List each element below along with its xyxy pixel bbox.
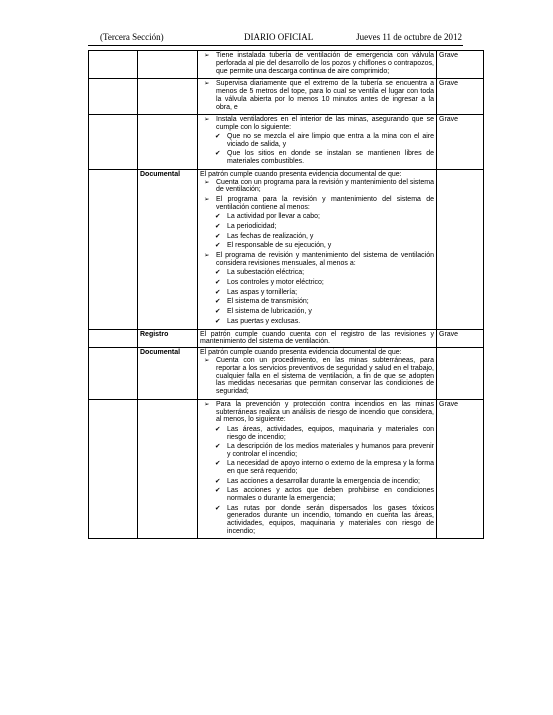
evidence-type <box>138 399 198 539</box>
arrow-bullet-icon: ➢ <box>204 195 210 203</box>
bullet-item <box>200 80 434 111</box>
criteria-text: El patrón cumple cuando presenta evidencia documental de que: <box>200 170 402 178</box>
bullet-item <box>200 179 434 195</box>
item-text: Las acciones a desarrollar durante la emergencia de incendio; <box>227 477 421 485</box>
empty-cell <box>89 114 138 169</box>
table-row <box>89 79 484 115</box>
item-text: Supervisa diariamente que el extremo de la tubería se encuentra a menos de 5 metros del tope, para lo cual se ventila el lugar con toda la válvula abierta por lo menos 10 minutos antes de ingresar a la obra, e <box>216 80 434 111</box>
item-text: Cuenta con un programa para la revisión y mantenimiento del sistema de ventilación; <box>216 178 434 194</box>
evidence-type: Documental <box>138 348 198 400</box>
evidence-type: Registro <box>138 329 198 348</box>
item-text: Las rutas por donde serán dispersados los gases tóxicos generados durante un incendio, tomando en cuenta las áreas, actividades, equipos, maquinaria y materiales con riesgo de incendio; <box>227 504 434 535</box>
table-row <box>89 114 484 169</box>
check-item <box>200 233 434 241</box>
evidence-type: Documental <box>138 169 198 329</box>
item-text: Instala ventiladores en el interior de las minas, asegurando que se cumple con lo siguiente: <box>216 115 434 131</box>
item-text: Las áreas, actividades, equipos, maquinaria y materiales con riesgo de incendio; <box>227 425 434 441</box>
bullet-item <box>200 401 434 424</box>
item-text: El sistema de lubricación, y <box>227 308 312 316</box>
check-item <box>200 242 434 250</box>
check-bullet-icon: ✔ <box>215 278 221 286</box>
bullet-item <box>200 196 434 212</box>
severity-cell: Grave <box>437 399 484 539</box>
check-bullet-icon: ✔ <box>215 317 221 325</box>
page-header <box>100 32 462 44</box>
empty-cell <box>89 169 138 329</box>
check-item <box>200 318 434 326</box>
item-text: Que no se mezcla el aire limpio que entra a la mina con el aire viciado de salida, y <box>227 133 434 149</box>
item-text: Tiene instalada tubería de ventilación de emergencia con válvula perforada al pie del desarrollo de los pozos y chiflones o contrapozos, que permite una descarga continua de aire comprimido; <box>216 52 434 75</box>
check-bullet-icon: ✔ <box>215 443 221 451</box>
criteria-cell <box>198 399 437 539</box>
empty-cell <box>89 329 138 348</box>
item-text: Cuenta con un procedimiento, en las minas subterráneas, para reportar a los servicios preventivos de seguridad y salud en el trabajo, cualquier falla en el sistema de ventilación, a fin de que se adopten las medidas necesarias que permitan conservar las condiciones de seguridad; <box>216 356 434 396</box>
check-item <box>200 487 434 503</box>
check-bullet-icon: ✔ <box>215 242 221 250</box>
check-item <box>200 298 434 306</box>
arrow-bullet-icon: ➢ <box>204 356 210 364</box>
criteria-text: El patrón cumple cuando presenta evidencia documental de que: <box>200 349 402 357</box>
check-item <box>200 308 434 316</box>
check-item <box>200 443 434 459</box>
check-item <box>200 426 434 442</box>
arrow-bullet-icon: ➢ <box>204 400 210 408</box>
empty-cell <box>89 51 138 79</box>
item-text: La subestación eléctrica; <box>227 269 305 277</box>
evidence-type <box>138 79 198 115</box>
evidence-type <box>138 51 198 79</box>
criteria-cell <box>198 114 437 169</box>
section-label: (Tercera Sección) <box>100 32 164 42</box>
severity-cell: Grave <box>437 79 484 115</box>
check-item <box>200 279 434 287</box>
item-text: Que los sitios en donde se instalan se mantienen libres de materiales combustibles. <box>227 150 434 166</box>
table-row <box>89 399 484 539</box>
check-item <box>200 289 434 297</box>
criteria-cell <box>198 329 437 348</box>
arrow-bullet-icon: ➢ <box>204 115 210 123</box>
item-text: El programa para la revisión y mantenimiento del sistema de ventilación contiene al menos: <box>216 195 434 211</box>
check-item <box>200 150 434 166</box>
item-text: La necesidad de apoyo interno o externo de la empresa y la forma en que será requerido; <box>227 460 434 476</box>
item-text: La descripción de los medios materiales y humanos para prevenir y controlar el incendio; <box>227 443 434 458</box>
check-bullet-icon: ✔ <box>215 222 221 230</box>
arrow-bullet-icon: ➢ <box>204 52 210 59</box>
arrow-bullet-icon: ➢ <box>204 251 210 259</box>
table-row <box>89 329 484 348</box>
empty-cell <box>89 348 138 400</box>
severity-cell: Grave <box>437 51 484 79</box>
item-text: La actividad por llevar a cabo; <box>227 213 320 221</box>
header-rule <box>88 45 463 46</box>
item-text: Los controles y motor eléctrico; <box>227 278 324 286</box>
severity-cell <box>437 169 484 329</box>
check-bullet-icon: ✔ <box>215 308 221 316</box>
check-bullet-icon: ✔ <box>215 232 221 240</box>
check-item <box>200 133 434 149</box>
requirements-table <box>88 50 484 539</box>
check-bullet-icon: ✔ <box>215 288 221 296</box>
check-bullet-icon: ✔ <box>215 150 221 158</box>
criteria-cell <box>198 169 437 329</box>
table-row <box>89 51 484 79</box>
criteria-cell <box>198 79 437 115</box>
item-text: El sistema de transmisión; <box>227 298 309 306</box>
check-item <box>200 478 434 486</box>
item-text: Las fechas de realización, y <box>227 232 314 240</box>
table-row <box>89 348 484 400</box>
check-bullet-icon: ✔ <box>215 487 221 495</box>
check-item <box>200 223 434 231</box>
bullet-item <box>200 52 434 75</box>
item-text: Para la prevención y protección contra incendios en las minas subterráneas realiza un análisis de riesgo de incendio que considera, al menos, lo siguiente: <box>216 400 434 424</box>
check-bullet-icon: ✔ <box>215 213 221 221</box>
arrow-bullet-icon: ➢ <box>204 178 210 186</box>
criteria-cell <box>198 348 437 400</box>
check-item <box>200 505 434 536</box>
check-bullet-icon: ✔ <box>215 504 221 512</box>
publication-title: DIARIO OFICIAL <box>244 32 314 42</box>
publication-date: Jueves 11 de octubre de 2012 <box>356 32 462 42</box>
empty-cell <box>89 399 138 539</box>
severity-cell: Grave <box>437 329 484 348</box>
evidence-type <box>138 114 198 169</box>
check-item <box>200 213 434 221</box>
criteria-text: El patrón cumple cuando cuenta con el registro de las revisiones y mantenimiento del sistema de ventilación. <box>200 330 434 346</box>
bullet-item <box>200 116 434 132</box>
check-bullet-icon: ✔ <box>215 298 221 306</box>
check-bullet-icon: ✔ <box>215 133 221 141</box>
check-bullet-icon: ✔ <box>215 460 221 468</box>
item-text: Las aspas y tornillería; <box>227 288 298 296</box>
item-text: Las puertas y exclusas. <box>227 317 301 325</box>
item-text: El programa de revisión y mantenimiento del sistema de ventilación considera revisiones mensuales, al menos a: <box>216 251 434 267</box>
check-bullet-icon: ✔ <box>215 425 221 433</box>
item-text: El responsable de su ejecución, y <box>227 242 332 250</box>
severity-cell: Grave <box>437 114 484 169</box>
empty-cell <box>89 79 138 115</box>
severity-cell <box>437 348 484 400</box>
bullet-item <box>200 252 434 268</box>
check-item <box>200 269 434 277</box>
check-bullet-icon: ✔ <box>215 477 221 485</box>
item-text: Las acciones y actos que deben prohibirse en condiciones normales o durante la emergencia; <box>227 487 434 503</box>
check-bullet-icon: ✔ <box>215 269 221 277</box>
criteria-cell <box>198 51 437 79</box>
check-item <box>200 460 434 476</box>
table-row <box>89 169 484 329</box>
arrow-bullet-icon: ➢ <box>204 80 210 88</box>
bullet-item <box>200 357 434 396</box>
item-text: La periodicidad; <box>227 222 277 230</box>
